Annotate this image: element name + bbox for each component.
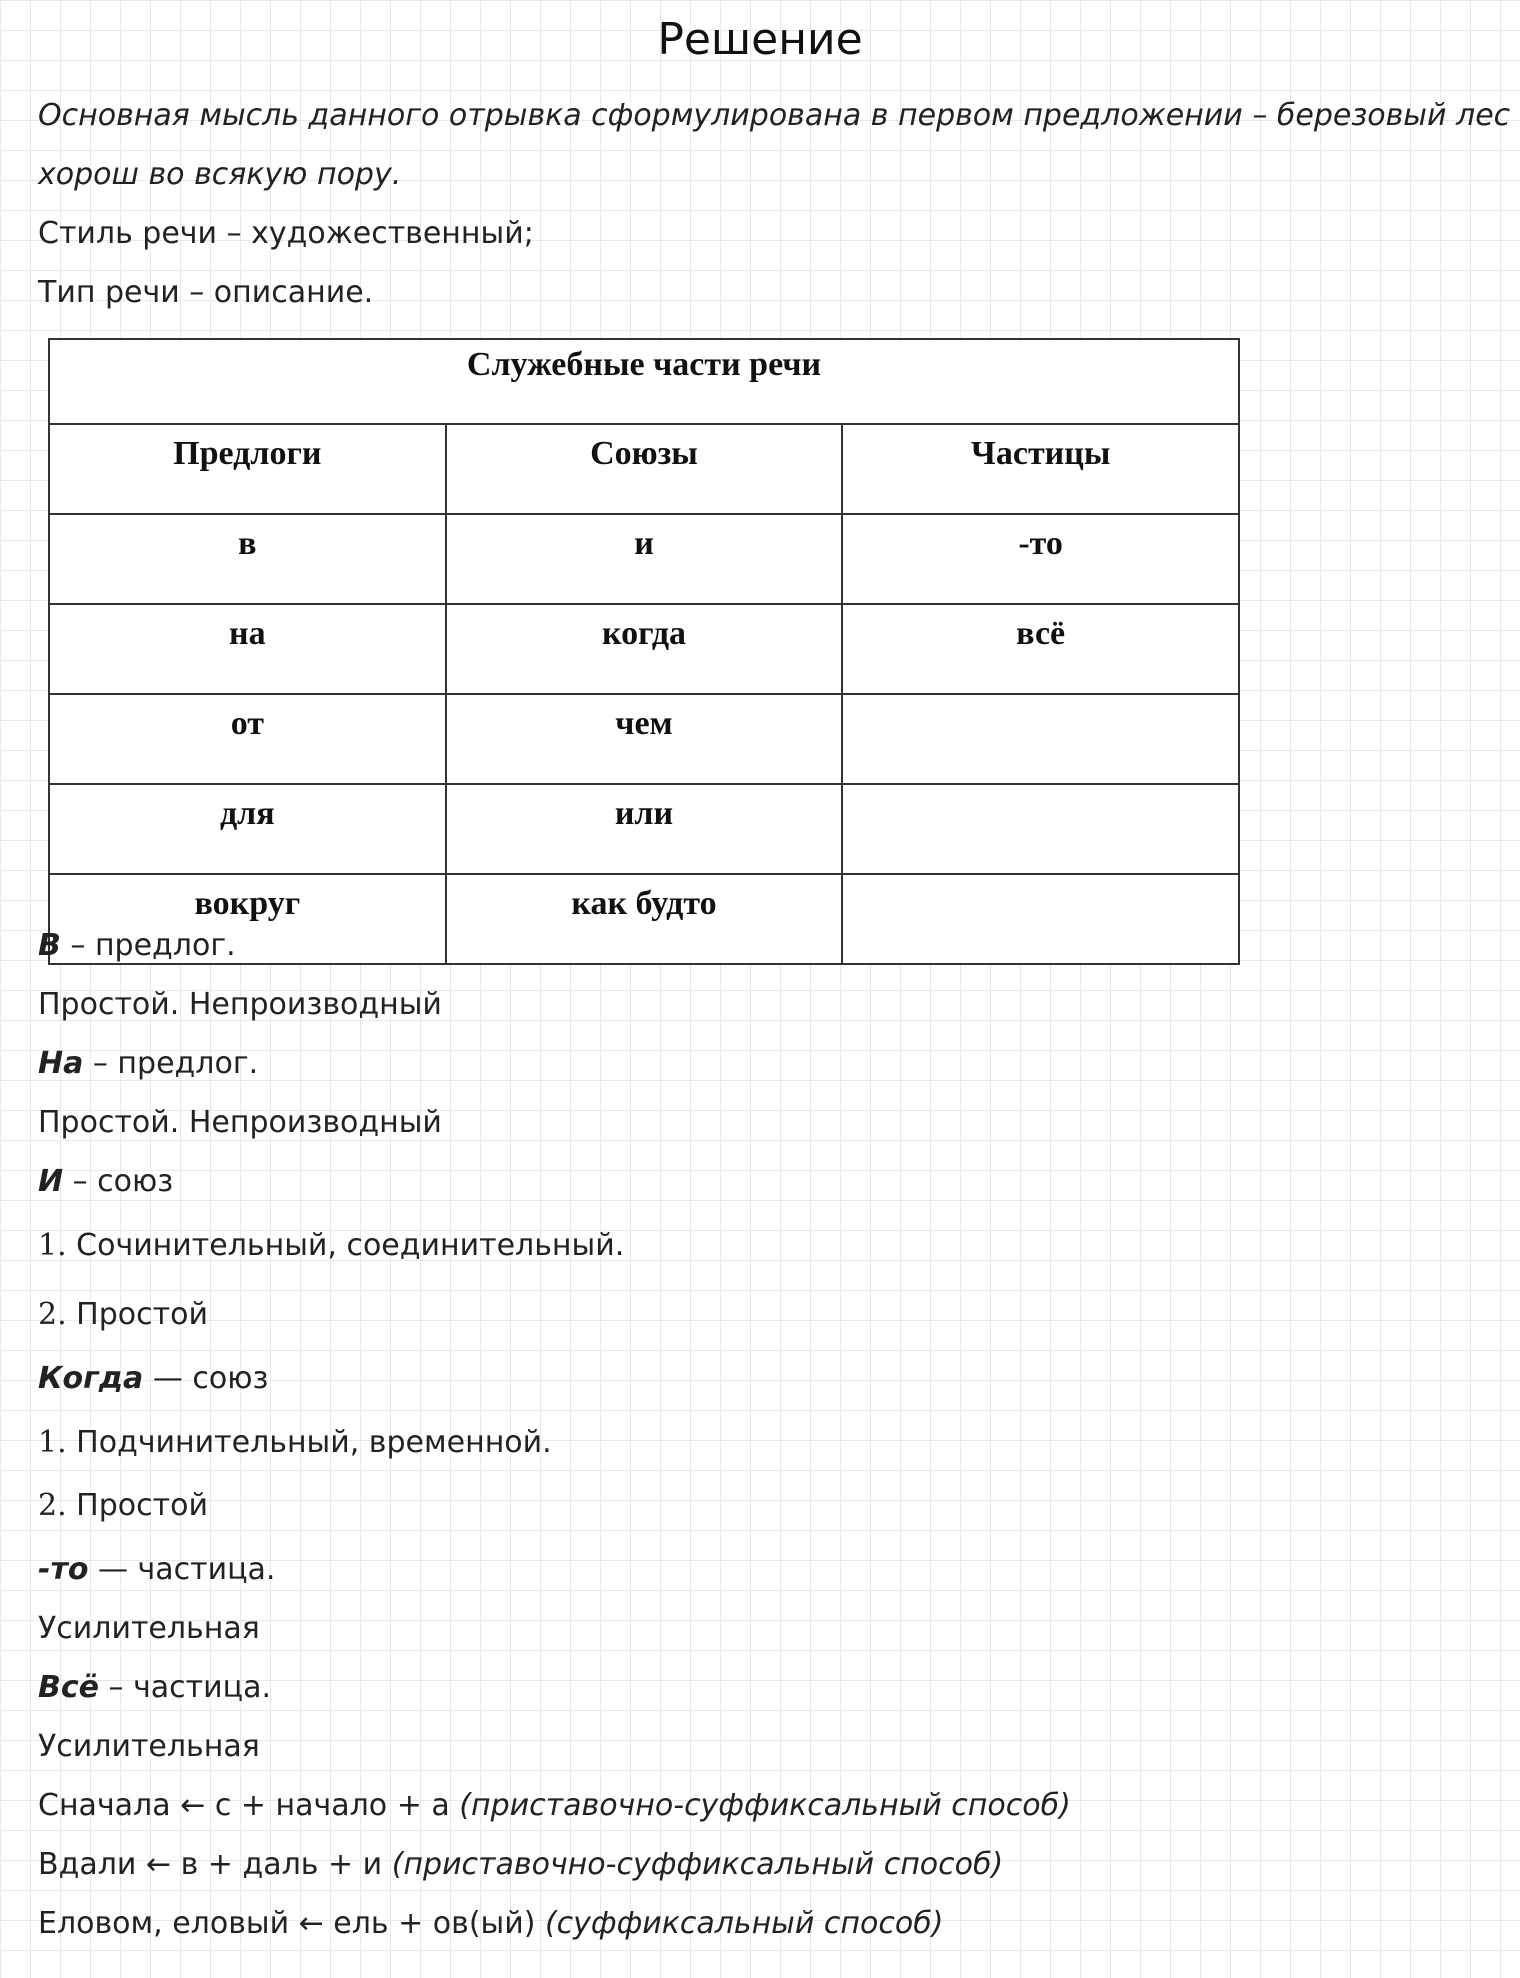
speech-style: Стиль речи – художественный;: [38, 216, 534, 251]
analysis-desc: – предлог.: [60, 928, 236, 963]
parts-of-speech-table-wrap: [48, 338, 1240, 965]
column-conjunctions: Союзы: [446, 424, 843, 514]
list-number: 2.: [38, 1297, 67, 1332]
main-idea-line-1: Основная мысль данного отрывка сформулирована в первом предложении – березовый лес: [38, 98, 1511, 133]
table-header: Служебные части речи: [49, 339, 1239, 424]
table-cell: [842, 874, 1239, 964]
list-number: 1.: [38, 1228, 67, 1263]
main-idea-line-2: хорош во всякую пору.: [38, 157, 402, 192]
analysis-desc: Подчинительный, временной.: [66, 1425, 552, 1460]
table-cell: вокруг: [49, 874, 446, 964]
analysis-line: [38, 1164, 173, 1199]
formation-method: (приставочно-суффиксальный способ): [391, 1847, 1004, 1882]
table-cell: [842, 784, 1239, 874]
analysis-line: [38, 928, 236, 963]
analysis-desc: — союз: [143, 1361, 269, 1396]
table-cell: когда: [446, 604, 843, 694]
table-cell: на: [49, 604, 446, 694]
formation-method: (суффиксальный способ): [544, 1906, 944, 1941]
table-cell: и: [446, 514, 843, 604]
list-number: 1.: [38, 1425, 67, 1460]
analysis-line: [38, 1425, 552, 1460]
word-formation-line: [38, 1847, 1003, 1882]
table-cell: или: [446, 784, 843, 874]
analysis-line: [38, 1670, 271, 1705]
analysis-line: [38, 1297, 208, 1332]
table-cell: [842, 694, 1239, 784]
analysis-term: В: [38, 928, 61, 963]
analysis-line: Усилительная: [38, 1611, 260, 1646]
analysis-desc: — частица.: [88, 1552, 276, 1587]
column-particles: Частицы: [842, 424, 1239, 514]
table-header-row: [49, 339, 1239, 424]
table-cell: как будто: [446, 874, 843, 964]
table-row: [49, 604, 1239, 694]
table-cell: всё: [842, 604, 1239, 694]
analysis-desc: – предлог.: [83, 1046, 259, 1081]
table-row: [49, 514, 1239, 604]
analysis-line: [38, 1552, 275, 1587]
analysis-term: На: [38, 1046, 84, 1081]
analysis-term: -то: [38, 1552, 89, 1587]
word-formation-line: [38, 1788, 1071, 1823]
analysis-term: Когда: [38, 1361, 144, 1396]
word-formation-line: [38, 1906, 943, 1941]
table-cell: от: [49, 694, 446, 784]
table-columns-row: [49, 424, 1239, 514]
analysis-line: [38, 1046, 258, 1081]
table-cell: -то: [842, 514, 1239, 604]
analysis-desc: Простой: [66, 1488, 208, 1523]
analysis-line: [38, 1488, 208, 1523]
list-number: 2.: [38, 1488, 67, 1523]
table-cell: чем: [446, 694, 843, 784]
table-cell: для: [49, 784, 446, 874]
column-prepositions: Предлоги: [49, 424, 446, 514]
analysis-desc: – союз: [63, 1164, 174, 1199]
analysis-line: [38, 1228, 624, 1263]
analysis-line: [38, 1361, 268, 1396]
analysis-desc: Простой: [66, 1297, 208, 1332]
analysis-term: Всё: [38, 1670, 99, 1705]
word-formation: Еловом, еловый ← ель + ов(ый): [38, 1906, 545, 1941]
word-formation: Вдали ← в + даль + и: [38, 1847, 392, 1882]
page-title: Решение: [657, 14, 863, 65]
analysis-line: Простой. Непроизводный: [38, 987, 442, 1022]
analysis-desc: Сочинительный, соединительный.: [66, 1228, 625, 1263]
analysis-term: И: [38, 1164, 64, 1199]
word-formation: Сначала ← с + начало + а: [38, 1788, 460, 1823]
parts-of-speech-table: [48, 338, 1240, 965]
table-row: [49, 784, 1239, 874]
analysis-line: Усилительная: [38, 1729, 260, 1764]
analysis-line: Простой. Непроизводный: [38, 1105, 442, 1140]
formation-method: (приставочно-суффиксальный способ): [459, 1788, 1071, 1823]
speech-type: Тип речи – описание.: [38, 275, 374, 310]
analysis-desc: – частица.: [99, 1670, 271, 1705]
table-cell: в: [49, 514, 446, 604]
table-row: [49, 694, 1239, 784]
